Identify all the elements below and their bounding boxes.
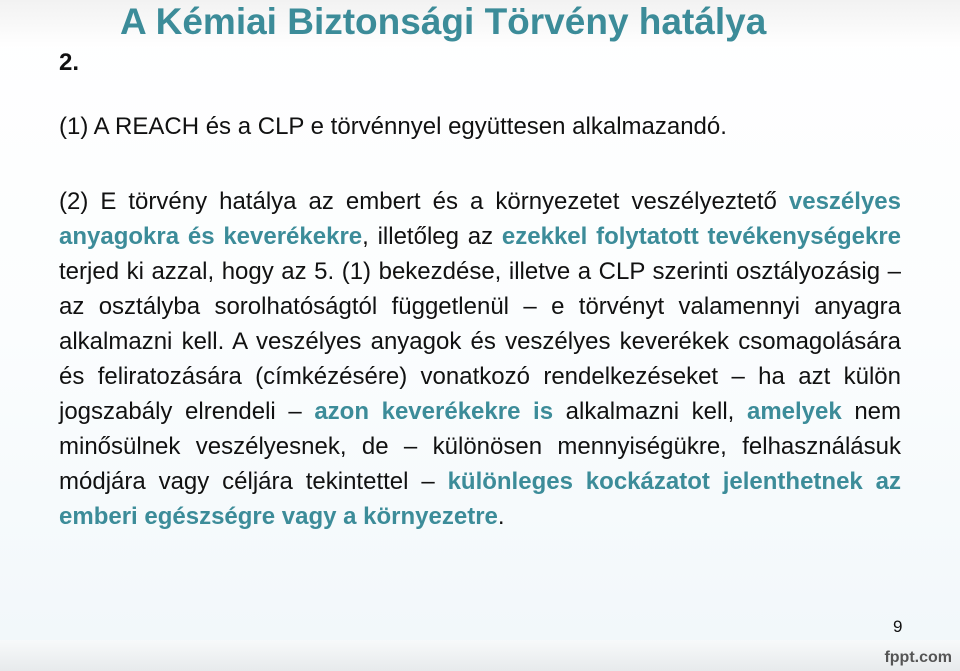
highlight-special-risk: különleges kockázatot jelenthetnek az emberi egészségre vagy a környezetre: [59, 468, 901, 530]
slide-title: A Kémiai Biztonsági Törvény hatálya: [120, 1, 767, 42]
paragraph-2: [59, 184, 901, 534]
paragraph-2-text: , illetőleg az: [362, 223, 502, 250]
paragraph-1: (1) A REACH és a CLP e törvénnyel együttesen alkalmazandó.: [59, 113, 727, 140]
highlight-mixtures: azon keverékekre is: [314, 398, 554, 425]
highlight-activities: ezekkel folytatott tevékenységekre: [501, 223, 902, 250]
highlight-which: amelyek: [746, 398, 842, 425]
page-number: 9: [893, 617, 903, 636]
paragraph-2-text: (2) E törvény hatálya az embert és a környezetet veszélyeztető: [59, 188, 789, 215]
paragraph-2-text: alkalmazni kell,: [553, 398, 747, 425]
paragraph-2-text: terjed ki azzal, hogy az 5. (1) bekezdése, illetve a CLP szerinti osztályozásig – az osztályba sorolhatóságtól függetlenül – e törvényt valamennyi anyagra alkalmazni kell. A veszélyes anyagok és veszélyes keverékek csomagolására és feliratozására (címkézésére) vonatkozó rendelkezéseket – ha azt külön jogszabály elrendeli –: [59, 258, 901, 425]
footer-band: [0, 640, 960, 671]
paragraph-2-text: .: [497, 503, 505, 530]
highlight-hazardous-substances: veszélyes anyagokra és keverékekre: [59, 188, 901, 250]
section-number: 2.: [59, 49, 80, 76]
paragraph-2-text: nem minősülnek veszélyesnek, de – különösen mennyiségükre, felhasználásuk módjára vagy céljára tekintettel –: [59, 398, 902, 495]
footer-brand-logo: fppt.com: [884, 649, 952, 666]
